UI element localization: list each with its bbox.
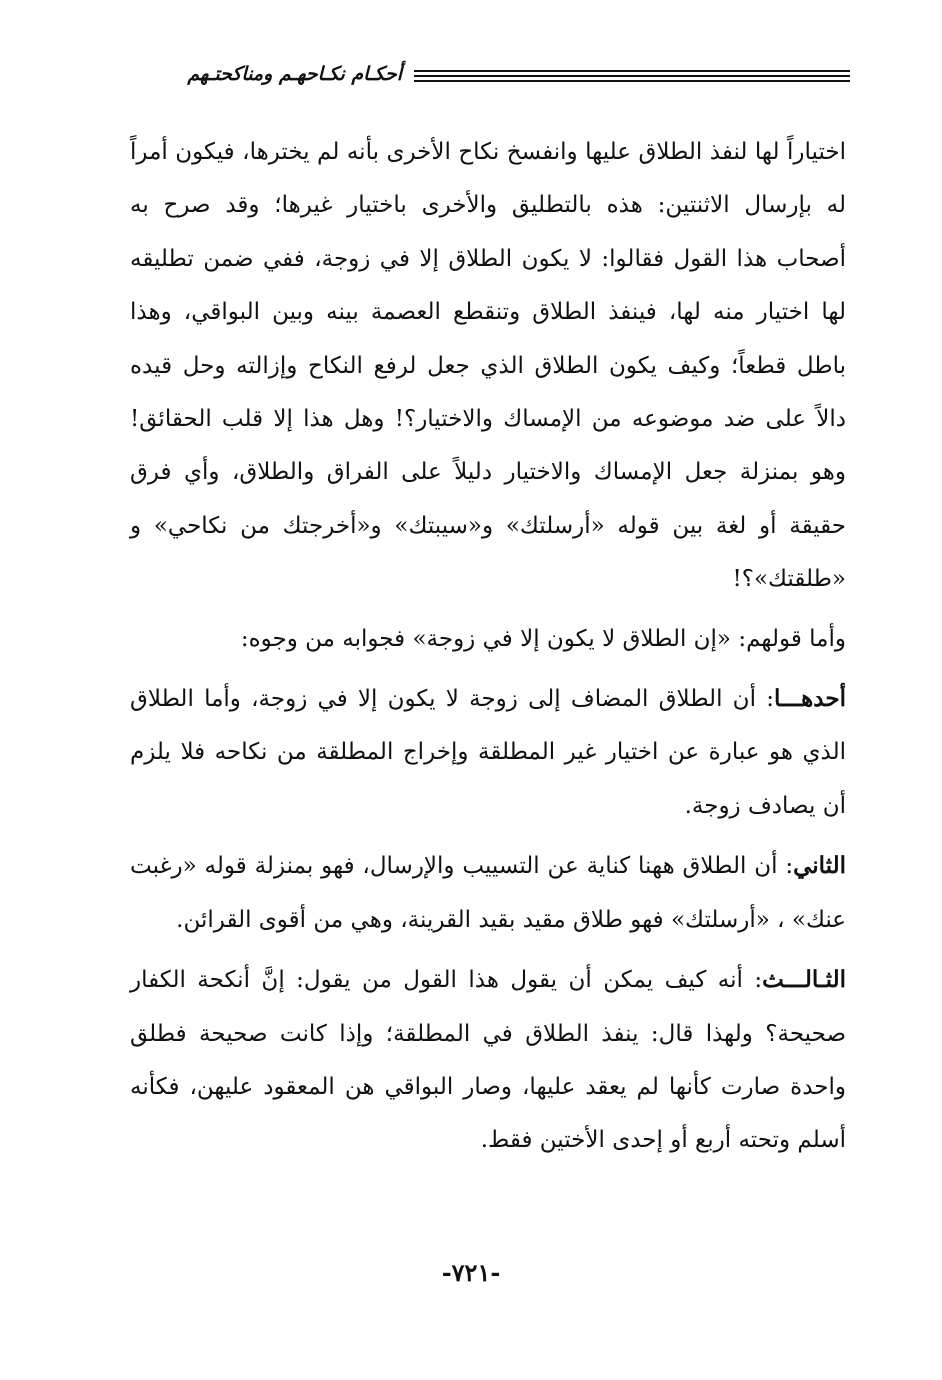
paragraph-text: اختياراً لها لنفذ الطلاق عليها وانفسخ نكاح الأخرى بأنه لم يخترها، فيكون أمراً له بإرسال الاثنتين: هذه بالتطليق والأخرى باختيار غيرها؛ وقد صرح به أصحاب هذا القول فقالوا: لا يكون الطلاق إلا في زوجة، ففي ضمن تطليقه لها اختيار منه لها، فينفذ الطلاق وتنقطع العصمة بينه وبين البواقي، وهذا باطل قطعاً؛ وكيف يكون الطلاق الذي جعل لرفع النكاح وإزالته وحل قيده دالاً على ضد موضوعه من الإمساك والاختيار؟! وهل هذا إلا قلب الحقائق! وهو بمنزلة جعل الإمساك والاختيار دليلاً على الفراق والطلاق، وأي فرق حقيقة أو لغة بين قوله «أرسلتك» و«سيبتك» و«أخرجتك من نكاحي» و «طلقتك»؟! <box>130 139 847 593</box>
paragraph <box>130 672 846 833</box>
paragraph <box>130 613 846 666</box>
body-text <box>130 126 846 1168</box>
paragraph-lead-word: الثاني <box>793 852 846 880</box>
paragraph-text: : أن الطلاق ههنا كناية عن التسييب والإرسال، فهو بمنزلة قوله «رغبت عنك» ، «أرسلتك» فهو طلاق مقيد بقيد القرينة، وهي من أقوى القرائن. <box>130 853 846 933</box>
paragraph-lead-word: أحدهـــا <box>773 685 846 713</box>
header-rule <box>414 70 850 72</box>
paragraph-text: : أنه كيف يمكن أن يقول هذا القول من يقول: إنَّ أنكحة الكفار صحيحة؟ ولهذا قال: ينفذ الطلاق في المطلقة؛ وإذا كانت صحيحة فطلق واحدة صارت كأنها لم يعقد عليها، وصار البواقي هن المعقود عليهن، فكأنه أسلم وتحته أربع أو إحدى الأختين فقط. <box>130 967 846 1154</box>
header-title: أحكـام نكـاحهـم ومناكحتـهم <box>187 63 402 85</box>
paragraph-lead-word: الثـالـــث <box>762 966 846 994</box>
header-rule <box>414 80 850 82</box>
paragraph-text: : أن الطلاق المضاف إلى زوجة لا يكون إلا في زوجة، وأما الطلاق الذي هو عبارة عن اختيار غير المطلقة وإخراج المطلقة من نكاحه فلا يلزم أن يصادف زوجة. <box>130 686 846 819</box>
paragraph <box>130 126 846 607</box>
header-rule <box>414 75 850 77</box>
paragraph <box>130 953 846 1168</box>
page-number: -٧٢١- <box>441 1258 501 1287</box>
paragraph <box>130 839 846 947</box>
running-header <box>130 62 850 92</box>
paragraph-text: وأما قولهم: «إن الطلاق لا يكون إلا في زوجة» فجوابه من وجوه: <box>240 625 846 652</box>
